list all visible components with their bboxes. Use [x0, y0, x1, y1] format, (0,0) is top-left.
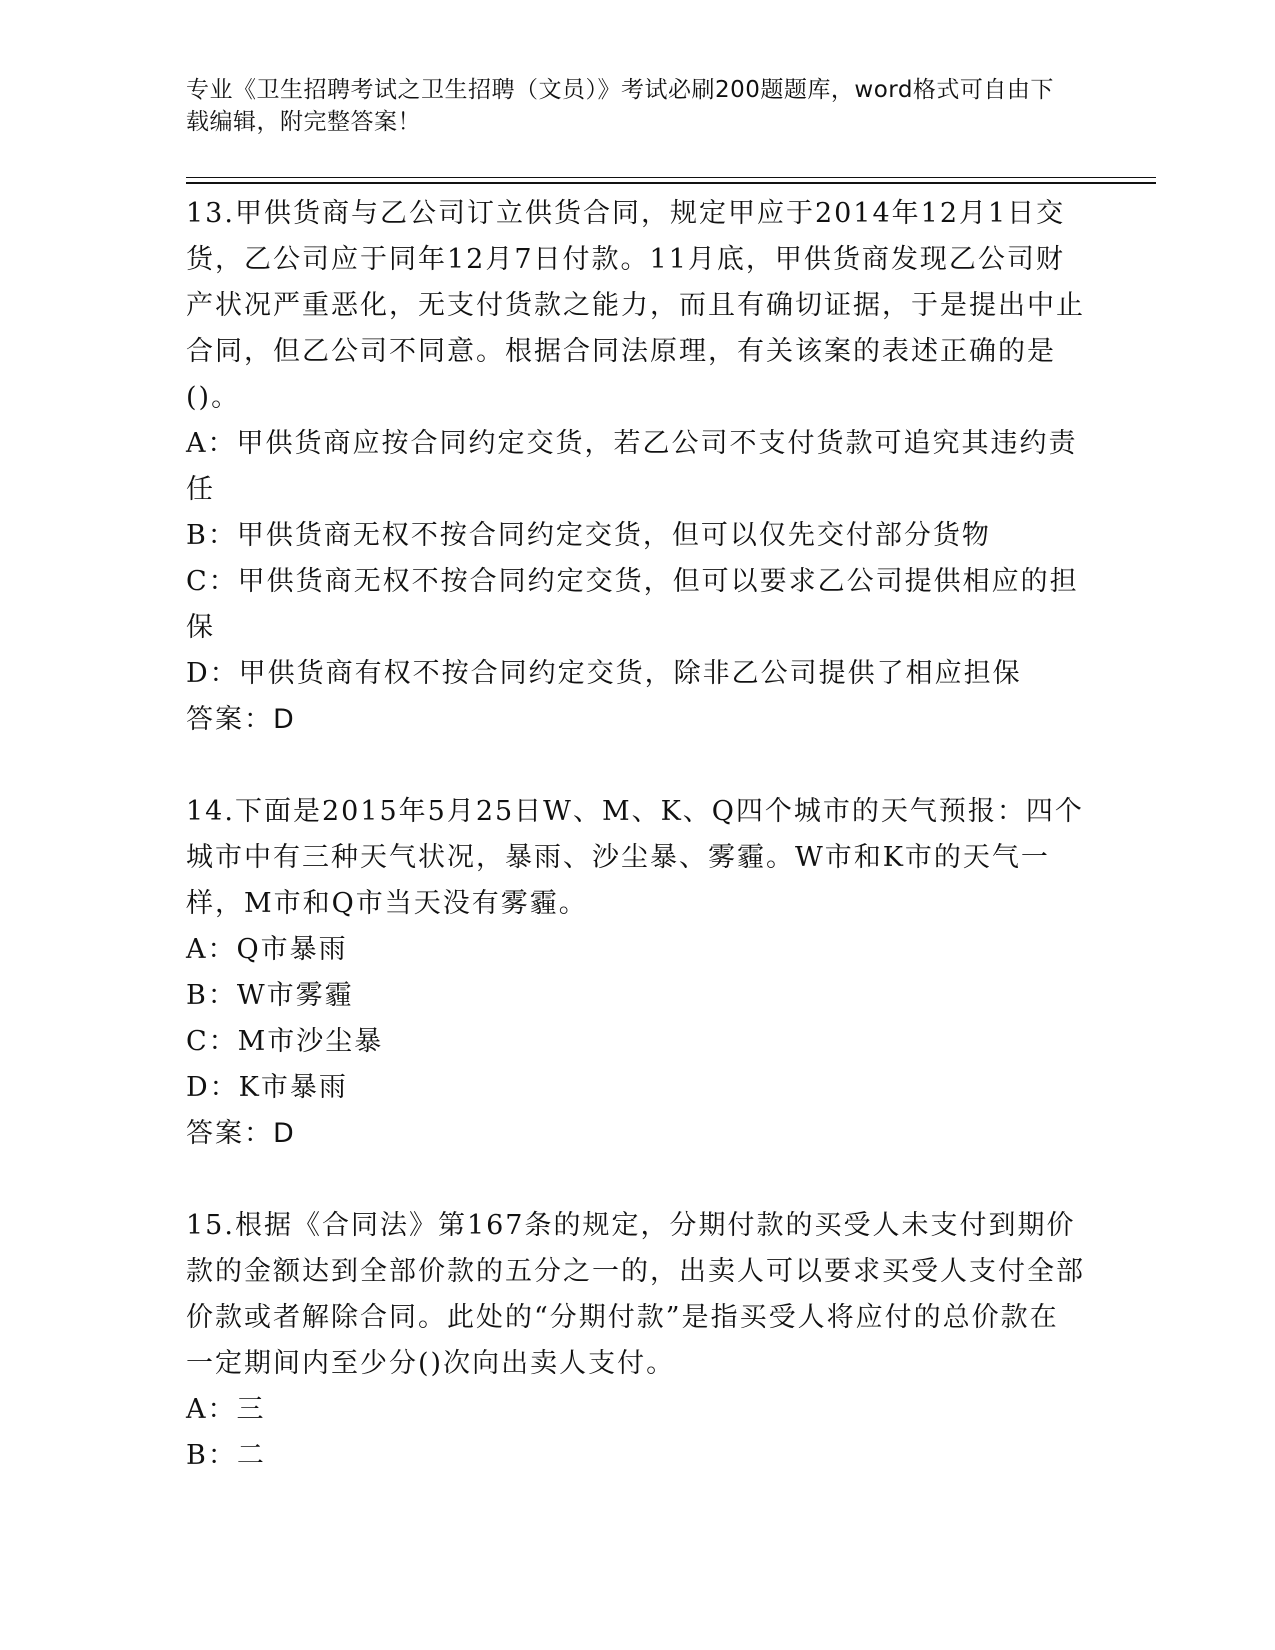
question-stem: 15.根据《合同法》第167条的规定，分期付款的买受人未支付到期价款的金额达到全部价款的五分之一的，出卖人可以要求买受人支付全部价款或者解除合同。此处的“分期付款”是指买受人将应付的总价款在一定期间内至少分()次向出卖人支付。	[186, 1210, 1085, 1379]
question-list	[186, 191, 1086, 1479]
option-c: C：甲供货商无权不按合同约定交货，但可以要求乙公司提供相应的担保	[186, 566, 1079, 643]
option-a: A：三	[186, 1394, 266, 1425]
option-b: B：甲供货商无权不按合同约定交货，但可以仅先交付部分货物	[186, 520, 991, 551]
option-d: D：K市暴雨	[186, 1072, 348, 1103]
option-a: A：甲供货商应按合同约定交货，若乙公司不支付货款可追究其违约责任	[186, 428, 1078, 505]
header-rule-thick	[186, 182, 1156, 184]
page-header: 专业《卫生招聘考试之卫生招聘（文员）》考试必刷200题题库，word格式可自由下载编辑，附完整答案！	[186, 77, 1054, 135]
option-d: D：甲供货商有权不按合同约定交货，除非乙公司提供了相应担保	[186, 658, 1022, 689]
answer-line: 答案：D	[186, 1118, 296, 1149]
option-a: A：Q市暴雨	[186, 934, 348, 965]
question-stem: 14.下面是2015年5月25日W、M、K、Q四个城市的天气预报：四个城市中有三种天气状况，暴雨、沙尘暴、雾霾。W市和K市的天气一样，M市和Q市当天没有雾霾。	[186, 796, 1084, 919]
option-c: C：M市沙尘暴	[186, 1026, 384, 1057]
header-rule-thin	[186, 177, 1156, 178]
answer-line: 答案：D	[186, 704, 296, 735]
question-stem: 13.甲供货商与乙公司订立供货合同，规定甲应于2014年12月1日交货，乙公司应于同年12月7日付款。11月底，甲供货商发现乙公司财产状况严重恶化，无支付货款之能力，而且有确切证据，于是提出中止合同，但乙公司不同意。根据合同法原理，有关该案的表述正确的是()。	[186, 198, 1085, 413]
option-b: B：W市雾霾	[186, 980, 354, 1011]
question-13	[186, 191, 1086, 743]
question-14	[186, 789, 1086, 1157]
question-15	[186, 1203, 1086, 1479]
option-b: B：二	[186, 1440, 266, 1471]
